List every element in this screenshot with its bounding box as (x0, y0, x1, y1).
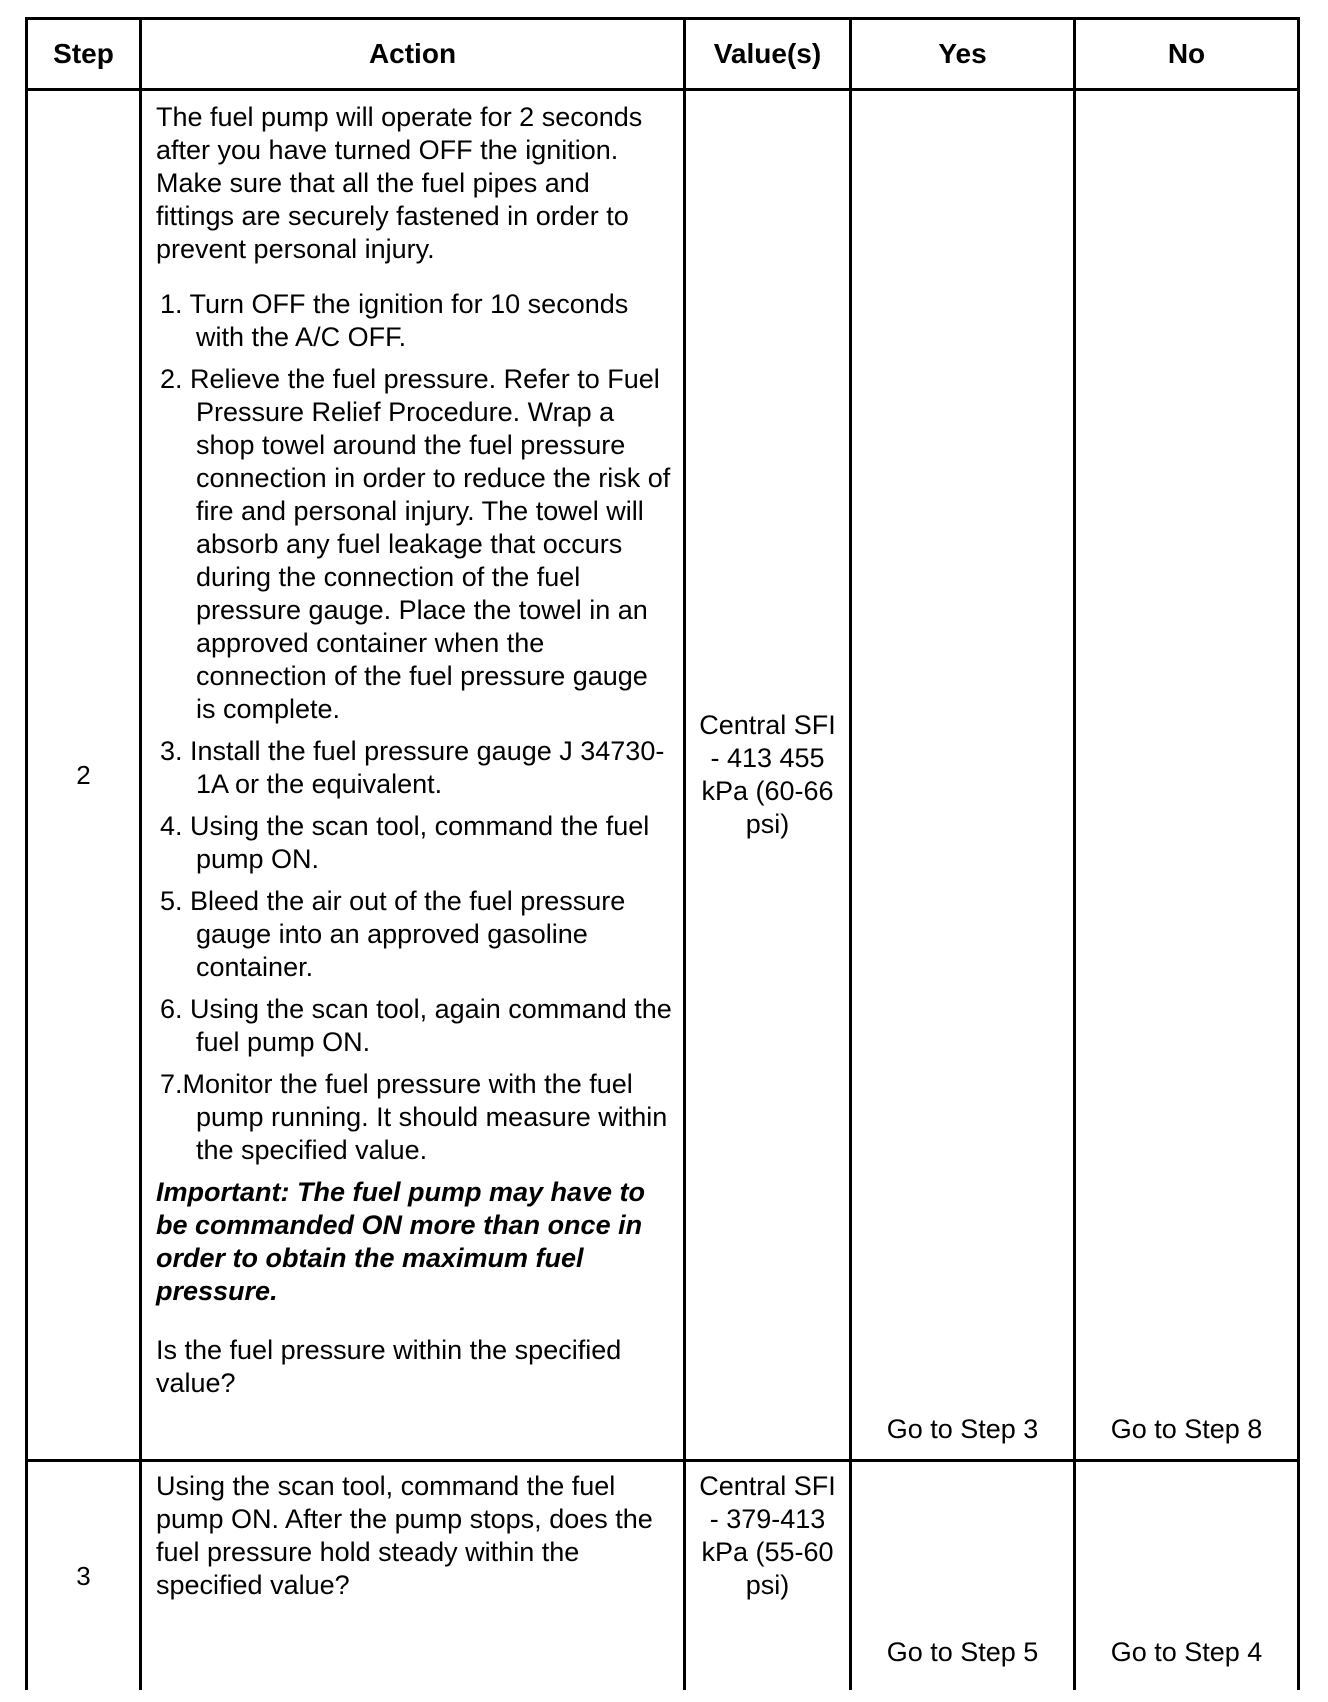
table-row (27, 90, 1299, 1461)
question-text: Is the fuel pressure within the specified value? (156, 1335, 622, 1398)
important-note: Important: The fuel pump may have to be commanded ON more than once in order to obtain the maximum fuel pressure. (156, 1177, 646, 1306)
list-item: 4. Using the scan tool, command the fuel pump ON. (160, 811, 650, 874)
action-cell (141, 1461, 685, 1691)
yes-cell: Go to Step 3 (851, 90, 1075, 1461)
table-row (27, 1461, 1299, 1691)
header-action: Action (141, 19, 685, 90)
header-no: No (1075, 19, 1299, 90)
header-yes: Yes (851, 19, 1075, 90)
no-cell: Go to Step 4 (1075, 1461, 1299, 1691)
list-item: 1. Turn OFF the ignition for 10 seconds with the A/C OFF. (160, 289, 629, 352)
yes-cell: Go to Step 5 (851, 1461, 1075, 1691)
step-number: 2 (27, 90, 141, 1461)
step-number: 3 (27, 1461, 141, 1691)
header-row (27, 19, 1299, 90)
list-item: 6. Using the scan tool, again command the fuel pump ON. (160, 994, 672, 1057)
diagnostic-table (25, 17, 1300, 1690)
list-item: 5. Bleed the air out of the fuel pressure gauge into an approved gasoline container. (160, 886, 626, 982)
value-cell: Central SFI - 413 455 kPa (60-66 psi) (685, 90, 851, 1461)
header-values: Value(s) (685, 19, 851, 90)
value-cell: Central SFI - 379-413 kPa (55-60 psi) (685, 1461, 851, 1691)
action-cell (141, 90, 685, 1461)
header-step: Step (27, 19, 141, 90)
action-steps-list (156, 288, 673, 1167)
caution-text: The fuel pump will operate for 2 seconds after you have turned OFF the ignition. Make sure that all the fuel pipes and fittings are securely fastened in order to prevent personal injury. (156, 102, 643, 264)
no-cell: Go to Step 8 (1075, 90, 1299, 1461)
question-text: Using the scan tool, command the fuel pump ON. After the pump stops, does the fuel pressure hold steady within the specified value? (156, 1471, 653, 1600)
list-item: 3. Install the fuel pressure gauge J 34730-1A or the equivalent. (160, 736, 665, 799)
list-item: 2. Relieve the fuel pressure. Refer to Fuel Pressure Relief Procedure. Wrap a shop towel around the fuel pressure connection in order to reduce the risk of fire and personal injury. The towel will absorb any fuel leakage that occurs during the connection of the fuel pressure gauge. Place the towel in an approved container when the connection of the fuel pressure gauge is complete. (160, 364, 671, 724)
list-item: 7.Monitor the fuel pressure with the fuel pump running. It should measure within the specified value. (160, 1069, 668, 1165)
